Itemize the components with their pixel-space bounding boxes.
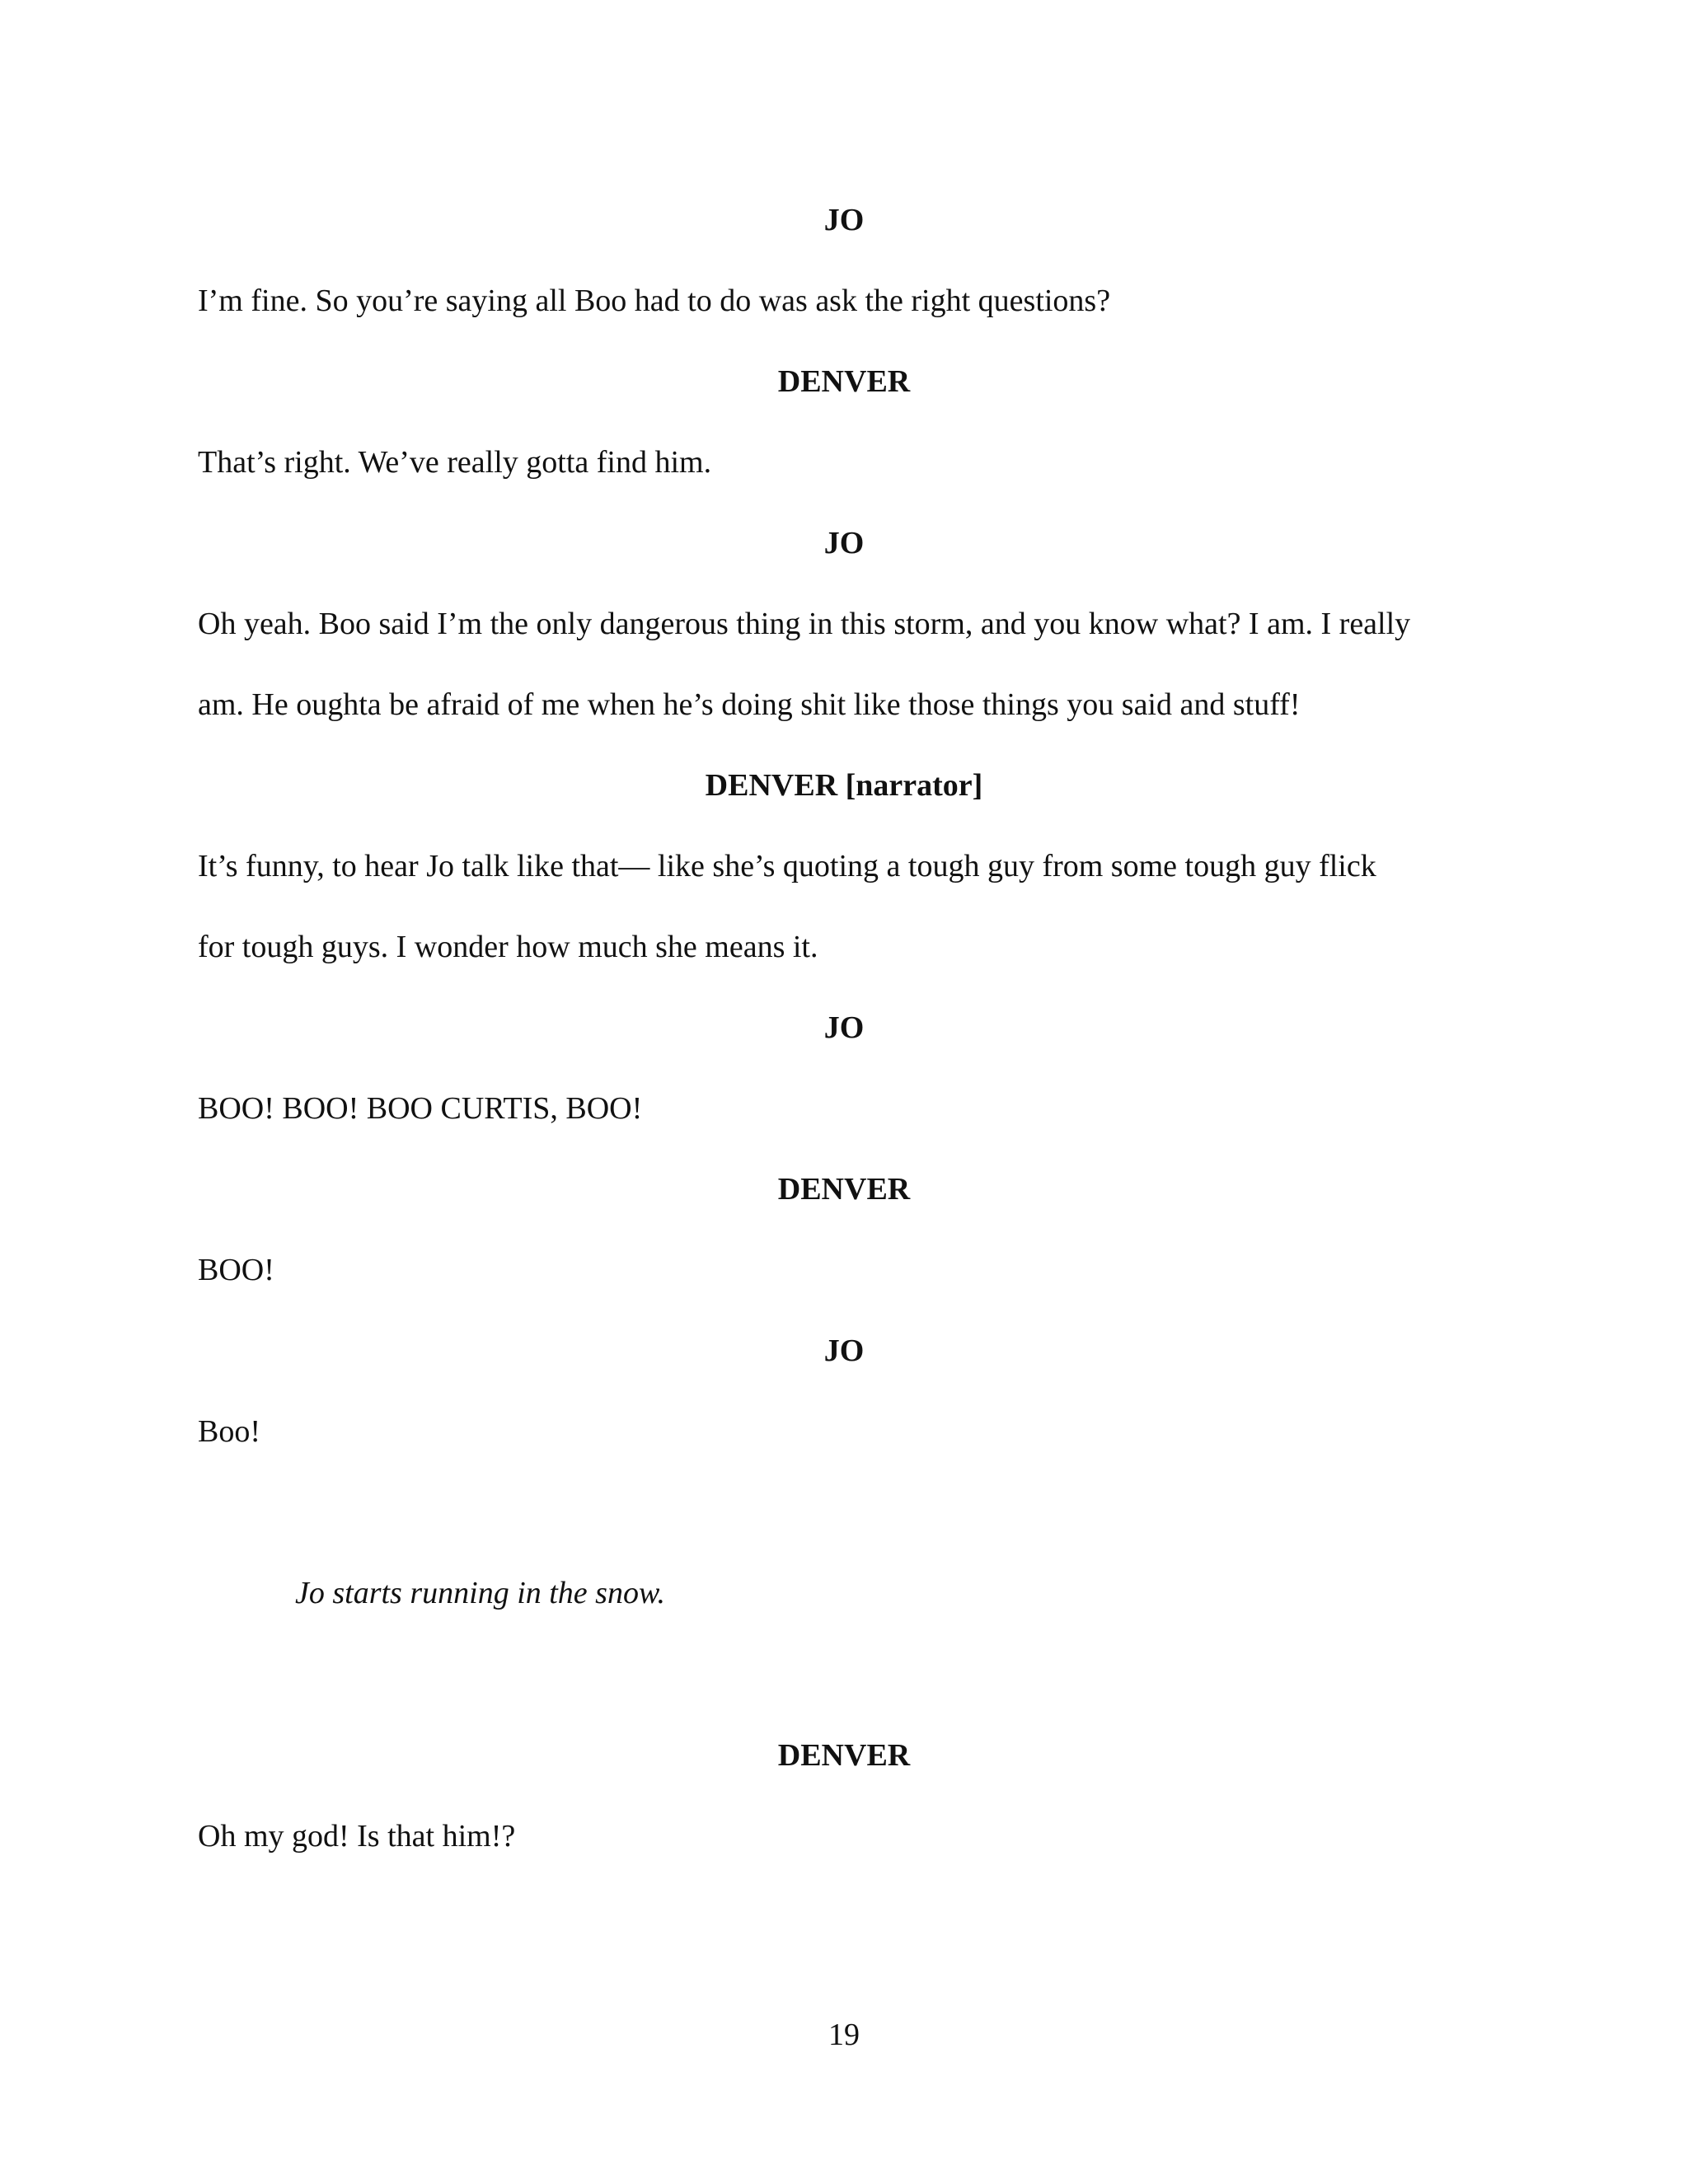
dialogue-line: I’m fine. So you’re saying all Boo had to do was ask the right questions? (198, 284, 1111, 318)
dialogue-line: That’s right. We’ve really gotta find him. (198, 445, 712, 480)
page-number: 19 (828, 2018, 860, 2052)
speaker-name: DENVER (777, 364, 911, 399)
dialogue-line: for tough guys. I wonder how much she means it. (198, 930, 818, 964)
speaker-name: DENVER (777, 1172, 911, 1207)
dialogue-line: It’s funny, to hear Jo talk like that— like she’s quoting a tough guy from some tough guy flick (198, 849, 1376, 883)
dialogue-line: Oh my god! Is that him!? (198, 1819, 516, 1854)
speaker-name: JO (823, 526, 865, 560)
dialogue-line: BOO! (198, 1253, 274, 1287)
dialogue-line: Boo! (198, 1414, 260, 1449)
speaker-name: JO (823, 203, 865, 237)
dialogue-line: BOO! BOO! BOO CURTIS, BOO! (198, 1091, 643, 1126)
speaker-name: JO (823, 1333, 865, 1368)
speaker-name: JO (823, 1010, 865, 1045)
dialogue-line: am. He oughta be afraid of me when he’s doing shit like those things you said and stuff! (198, 687, 1301, 722)
speaker-name: DENVER [narrator] (705, 768, 983, 803)
stage-direction: Jo starts running in the snow. (295, 1576, 665, 1610)
dialogue-line: Oh yeah. Boo said I’m the only dangerous thing in this storm, and you know what? I am. I really (198, 607, 1411, 641)
speaker-name: DENVER (777, 1738, 911, 1773)
